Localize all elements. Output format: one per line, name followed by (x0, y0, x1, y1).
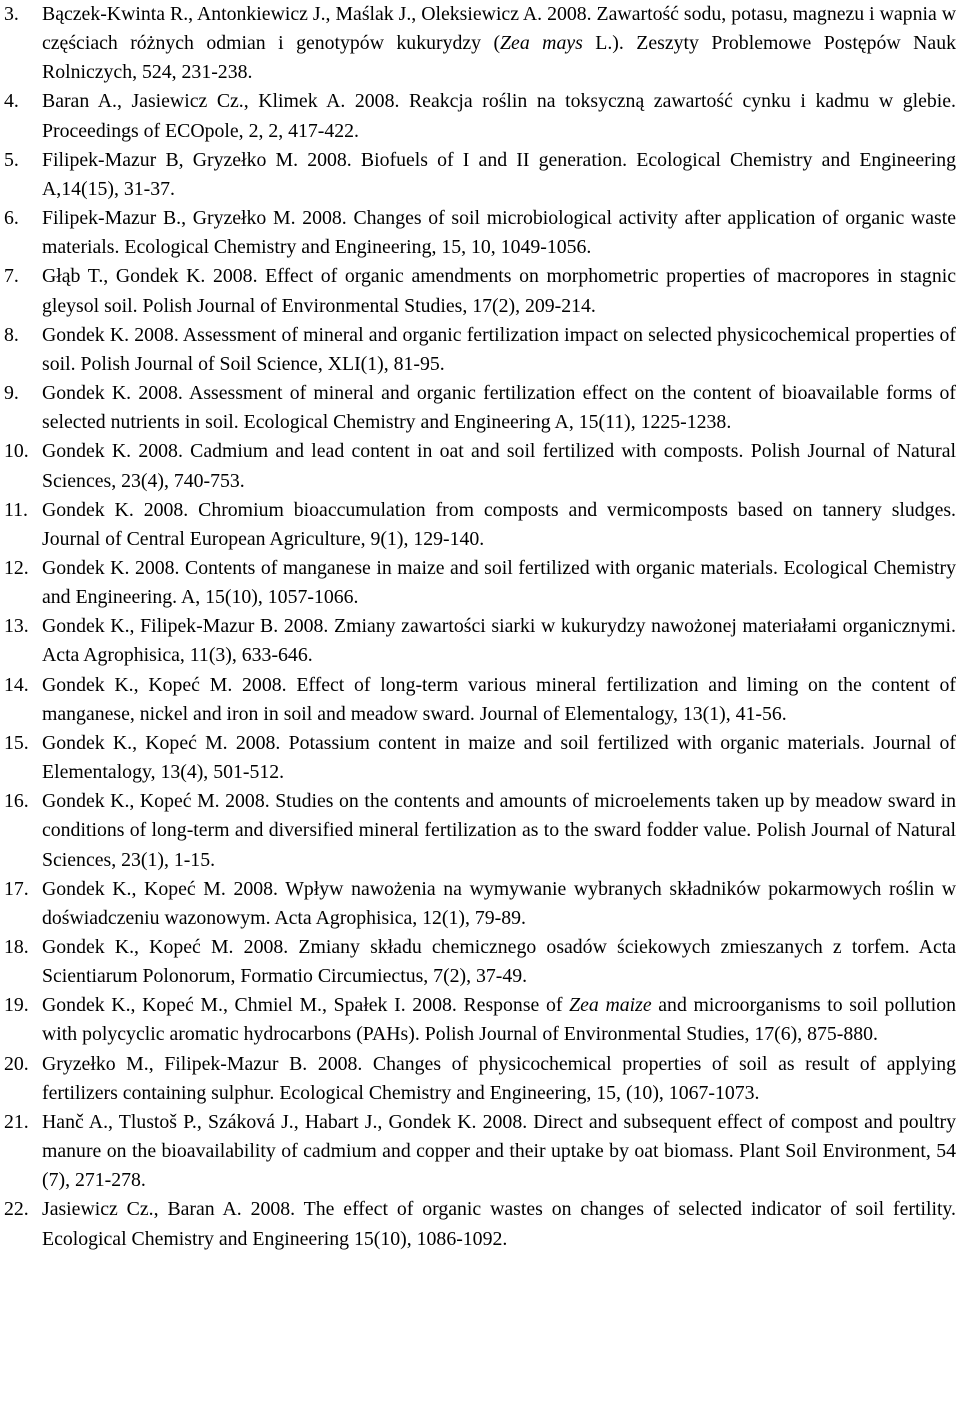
reference-item (0, 437, 960, 495)
reference-number: 6. (4, 207, 19, 230)
reference-text (42, 732, 956, 783)
reference-number: 18. (4, 936, 29, 958)
reference-text-part: Gondek K., Filipek-Mazur B. 2008. Zmiany zawartości siarki w kukurydzy nawożonej materiałami organicznymi. Acta Agrophisica, 11(3), 633-646. (42, 615, 956, 667)
reference-number: 10. (4, 440, 29, 463)
reference-item (0, 729, 960, 787)
reference-text (42, 3, 956, 83)
reference-item (0, 321, 960, 379)
reference-number: 20. (4, 1052, 29, 1075)
reference-number: 12. (4, 556, 29, 579)
reference-text-part: Filipek-Mazur B, Gryzełko M. 2008. Biofuels of I and II generation. Ecological Chemistry and Engineering A,14(15), 31-37. (42, 148, 956, 200)
reference-item (0, 1050, 960, 1108)
reference-item (0, 612, 960, 670)
reference-text-part: Jasiewicz Cz., Baran A. 2008. The effect of organic wastes on changes of selected indicator of soil fertility. Ecological Chemistry and Engineering 15(10), 1086-1092. (42, 1198, 956, 1250)
reference-number: 22. (4, 1198, 29, 1221)
reference-text-part: Głąb T., Gondek K. 2008. Effect of organic amendments on morphometric properties of macropores in stagnic gleysol soil. Polish Journal of Environmental Studies, 17(2), 209-214. (42, 265, 956, 317)
reference-item (0, 87, 960, 145)
reference-text-part: Gondek K. 2008. Cadmium and lead content in oat and soil fertilized with composts. Polish Journal of Natural Sciences, 23(4), 740-753. (42, 440, 956, 492)
reference-text (42, 90, 956, 141)
reference-text (42, 207, 956, 258)
reference-text (42, 674, 956, 725)
reference-number: 19. (4, 994, 29, 1017)
reference-text (42, 557, 956, 608)
reference-text (42, 994, 956, 1045)
reference-text-part: Gondek K., Kopeć M. 2008. Studies on the contents and amounts of microelements taken up by meadow sward in conditions of long-term and diversified mineral fertilization as to the sward fodder value. Polish Journal of Natural Sciences, 23(1), 1-15. (42, 790, 956, 871)
reference-text-part: Baran A., Jasiewicz Cz., Klimek A. 2008. Reakcja roślin na toksyczną zawartość cynku i kadmu w glebie. Proceedings of ECOpole, 2, 2, 417-422. (42, 90, 956, 142)
reference-text (42, 936, 956, 987)
reference-text-part: Gondek K., Kopeć M. 2008. Effect of long-term various mineral fertilization and liming on the content of manganese, nickel and iron in soil and meadow sward. Journal of Elementalogy, 13(1), 41-56. (42, 673, 956, 725)
reference-text-part: Gondek K., Kopeć M., Chmiel M., Spałek I. 2008. Response of (42, 994, 570, 1017)
reference-number: 11. (4, 498, 28, 521)
reference-text-part: Gondek K. 2008. Assessment of mineral and organic fertilization effect on the content of bioavailable forms of selected nutrients in soil. Ecological Chemistry and Engineering A, 15(11), 1225-1238. (42, 382, 956, 434)
reference-text-part: and microorganisms to soil pollution with polycyclic aromatic hydrocarbons (PAHs). Polish Journal of Environmental Studies, 17(6), 875-880. (42, 994, 956, 1046)
reference-text-part: L.). Zeszyty Problemowe Postępów Nauk Rolniczych, 524, 231-238. (42, 32, 956, 84)
reference-number: 13. (4, 615, 29, 638)
reference-text (42, 1053, 956, 1104)
reference-item (0, 146, 960, 204)
reference-text (42, 615, 956, 666)
reference-text-part: Gondek K., Kopeć M. 2008. Wpływ nawożenia na wymywanie wybranych składników pokarmowych roślin w doświadczeniu wazonowym. Acta Agrophisica, 12(1), 79-89. (42, 877, 956, 929)
reference-number: 17. (4, 877, 29, 900)
reference-text (42, 440, 956, 491)
reference-text (42, 1111, 956, 1191)
reference-item (0, 0, 960, 87)
reference-number: 7. (4, 265, 19, 288)
reference-text (42, 878, 956, 929)
reference-text-part: Gondek K., Kopeć M. 2008. Zmiany składu chemicznego osadów ściekowych zmieszanych z torfem. Acta Scientiarum Polonorum, Formatio Circumiectus, 7(2), 37-49. (42, 936, 956, 988)
reference-item (0, 554, 960, 612)
reference-text (42, 324, 956, 375)
reference-number: 8. (4, 323, 19, 346)
reference-item (0, 933, 960, 991)
reference-number: 3. (4, 3, 19, 25)
italic-species-name: Zea mays (500, 32, 583, 55)
reference-item (0, 496, 960, 554)
reference-text-part: Gryzełko M., Filipek-Mazur B. 2008. Changes of physicochemical properties of soil as result of applying fertilizers containing sulphur. Ecological Chemistry and Engineering, 15, (10), 1067-1073. (42, 1052, 956, 1104)
reference-number: 9. (4, 382, 19, 405)
reference-item (0, 991, 960, 1049)
reference-item (0, 379, 960, 437)
reference-text-part: Filipek-Mazur B., Gryzełko M. 2008. Changes of soil microbiological activity after application of organic waste materials. Ecological Chemistry and Engineering, 15, 10, 1049-1056. (42, 207, 956, 259)
reference-number: 15. (4, 731, 29, 754)
reference-number: 21. (4, 1110, 29, 1133)
reference-number: 4. (4, 90, 19, 113)
reference-text (42, 265, 956, 316)
reference-item (0, 1195, 960, 1253)
reference-text (42, 790, 956, 870)
reference-item (0, 1108, 960, 1195)
reference-text (42, 499, 956, 550)
reference-item (0, 671, 960, 729)
reference-number: 14. (4, 673, 29, 696)
reference-number: 16. (4, 790, 29, 813)
reference-text (42, 382, 956, 433)
italic-species-name: Zea maize (569, 994, 652, 1017)
reference-text-part: Gondek K. 2008. Contents of manganese in maize and soil fertilized with organic materials. Ecological Chemistry and Engineering. A, 15(10), 1057-1066. (42, 556, 956, 609)
reference-text-part: Gondek K. 2008. Chromium bioaccumulation from composts and vermicomposts based on tannery sludges. Journal of Central European Agriculture, 9(1), 129-140. (42, 498, 956, 550)
reference-text (42, 149, 956, 200)
reference-text-part: Gondek K. 2008. Assessment of mineral and organic fertilization impact on selected physicochemical properties of soil. Polish Journal of Soil Science, XLI(1), 81-95. (42, 323, 956, 375)
reference-item (0, 875, 960, 933)
reference-text-part: Gondek K., Kopeć M. 2008. Potassium content in maize and soil fertilized with organic materials. Journal of Elementalogy, 13(4), 501-512. (42, 731, 956, 784)
reference-text-part: Bączek-Kwinta R., Antonkiewicz J., Maślak J., Oleksiewicz A. 2008. Zawartość sodu, potasu, magnezu i wapnia w częściach różnych odmian i genotypów kukurydzy ( (42, 3, 956, 55)
reference-item (0, 787, 960, 874)
reference-item (0, 204, 960, 262)
reference-number: 5. (4, 148, 19, 171)
reference-item (0, 262, 960, 320)
reference-text (42, 1198, 956, 1249)
reference-text-part: Hanč A., Tlustoš P., Száková J., Habart J., Gondek K. 2008. Direct and subsequent effect of compost and poultry manure on the bioavailability of cadmium and copper and their uptake by oat biomass. Plant Soil Environment, 54 (7), 271-278. (42, 1110, 956, 1192)
